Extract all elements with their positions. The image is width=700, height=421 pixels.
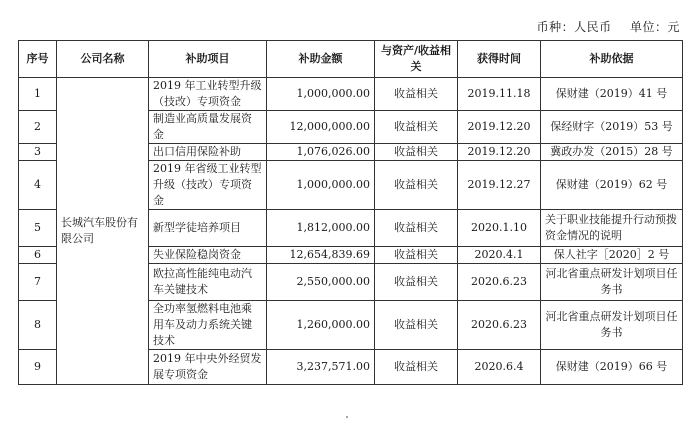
row-basis: 保财建（2019）62 号 bbox=[541, 161, 683, 210]
row-no: 5 bbox=[19, 210, 57, 247]
row-basis: 保财建（2019）66 号 bbox=[541, 350, 683, 385]
row-no: 9 bbox=[19, 350, 57, 385]
row-amount: 1,076,026.00 bbox=[267, 144, 375, 161]
page-mark bbox=[346, 416, 348, 418]
header-project: 补助项目 bbox=[149, 41, 267, 78]
row-date: 2019.12.27 bbox=[458, 161, 541, 210]
row-no: 8 bbox=[19, 301, 57, 350]
row-amount: 1,812,000.00 bbox=[267, 210, 375, 247]
header-company: 公司名称 bbox=[57, 41, 149, 78]
row-date: 2019.12.20 bbox=[458, 144, 541, 161]
header-row bbox=[19, 41, 683, 78]
row-relation: 收益相关 bbox=[375, 144, 458, 161]
row-date: 2020.1.10 bbox=[458, 210, 541, 247]
currency-label: 币种：人民币 bbox=[536, 20, 612, 34]
row-amount: 1,260,000.00 bbox=[267, 301, 375, 350]
row-relation: 收益相关 bbox=[375, 78, 458, 111]
row-no: 4 bbox=[19, 161, 57, 210]
row-date: 2019.11.18 bbox=[458, 78, 541, 111]
row-date: 2020.4.1 bbox=[458, 247, 541, 264]
row-project: 新型学徒培养项目 bbox=[149, 210, 267, 247]
row-no: 7 bbox=[19, 264, 57, 301]
unit-label: 单位：元 bbox=[629, 20, 680, 34]
row-no: 1 bbox=[19, 78, 57, 111]
row-date: 2019.12.20 bbox=[458, 111, 541, 144]
row-project: 失业保险稳岗资金 bbox=[149, 247, 267, 264]
row-relation: 收益相关 bbox=[375, 264, 458, 301]
header-relation: 与资产/收益相关 bbox=[375, 41, 458, 78]
row-amount: 1,000,000.00 bbox=[267, 161, 375, 210]
row-relation: 收益相关 bbox=[375, 350, 458, 385]
row-no: 6 bbox=[19, 247, 57, 264]
row-date: 2020.6.4 bbox=[458, 350, 541, 385]
row-amount: 2,550,000.00 bbox=[267, 264, 375, 301]
row-amount: 1,000,000.00 bbox=[267, 78, 375, 111]
row-relation: 收益相关 bbox=[375, 210, 458, 247]
row-project: 全功率氢燃料电池乘用车及动力系统关键技术 bbox=[149, 301, 267, 350]
row-date: 2020.6.23 bbox=[458, 301, 541, 350]
row-basis: 保人社字［2020］2 号 bbox=[541, 247, 683, 264]
row-no: 2 bbox=[19, 111, 57, 144]
row-basis: 关于职业技能提升行动预拨资金情况的说明 bbox=[541, 210, 683, 247]
company-name: 长城汽车股份有限公司 bbox=[57, 78, 149, 385]
row-no: 3 bbox=[19, 144, 57, 161]
row-relation: 收益相关 bbox=[375, 301, 458, 350]
row-relation: 收益相关 bbox=[375, 111, 458, 144]
row-basis: 河北省重点研发计划项目任务书 bbox=[541, 264, 683, 301]
row-project: 2019 年省级工业转型升级（技改）专项资金 bbox=[149, 161, 267, 210]
header-amount: 补助金额 bbox=[267, 41, 375, 78]
row-basis: 河北省重点研发计划项目任务书 bbox=[541, 301, 683, 350]
row-project: 2019 年工业转型升级（技改）专项资金 bbox=[149, 78, 267, 111]
header-basis: 补助依据 bbox=[541, 41, 683, 78]
row-project: 出口信用保险补助 bbox=[149, 144, 267, 161]
row-amount: 3,237,571.00 bbox=[267, 350, 375, 385]
row-basis: 保财建（2019）41 号 bbox=[541, 78, 683, 111]
row-date: 2020.6.23 bbox=[458, 264, 541, 301]
subsidy-table bbox=[18, 40, 683, 385]
header-no: 序号 bbox=[19, 41, 57, 78]
table-row bbox=[19, 78, 683, 111]
row-project: 2019 年中央外经贸发展专项资金 bbox=[149, 350, 267, 385]
row-project: 欧拉高性能纯电动汽车关键技术 bbox=[149, 264, 267, 301]
currency-note bbox=[537, 18, 680, 35]
row-amount: 12,000,000.00 bbox=[267, 111, 375, 144]
row-basis: 保经财字（2019）53 号 bbox=[541, 111, 683, 144]
row-project: 制造业高质量发展资金 bbox=[149, 111, 267, 144]
row-basis: 冀政办发（2015）28 号 bbox=[541, 144, 683, 161]
row-relation: 收益相关 bbox=[375, 247, 458, 264]
row-amount: 12,654,839.69 bbox=[267, 247, 375, 264]
row-relation: 收益相关 bbox=[375, 161, 458, 210]
header-date: 获得时间 bbox=[458, 41, 541, 78]
